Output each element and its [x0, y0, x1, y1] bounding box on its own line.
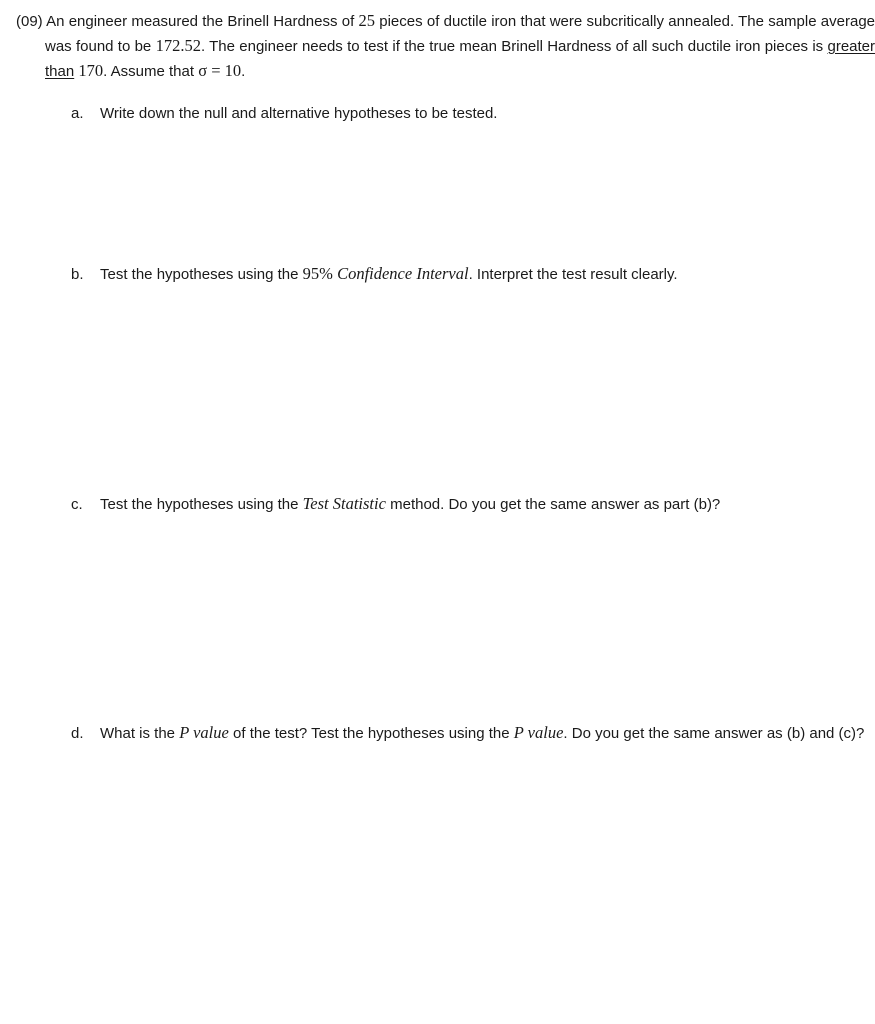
- part-d-label: d.: [71, 725, 84, 742]
- problem-statement: (09) An engineer measured the Brinell Hardness of 25 pieces of ductile iron that were subcritically annealed. The sample average was found to be 172.52. The engineer needs to test if the true mean Brinell Hardness of all such ductile iron pieces is greater than 170. Assume that σ = 10.: [16, 11, 875, 80]
- part-b-label: b.: [71, 266, 84, 283]
- sample-mean: 172.52: [155, 36, 201, 55]
- part-a-text: Write down the null and alternative hypotheses to be tested.: [100, 105, 498, 122]
- hypothesized-mean: 170: [78, 61, 104, 80]
- part-b: b. Test the hypotheses using the 95% Confidence Interval. Interpret the test result clearly.: [71, 262, 875, 287]
- p-value-term: P value: [179, 723, 229, 742]
- confidence-interval-term: Confidence Interval: [337, 264, 469, 283]
- p-value-term: P value: [513, 723, 564, 742]
- part-c: c. Test the hypotheses using the Test Statistic method. Do you get the same answer as part (b)?: [71, 492, 875, 517]
- sample-size: 25: [358, 11, 375, 30]
- part-a: [71, 102, 875, 126]
- test-statistic-term: Test Statistic: [302, 494, 386, 513]
- confidence-level: 95%: [302, 264, 333, 283]
- sigma-value: σ = 10: [198, 61, 242, 80]
- part-d: d. What is the P value of the test? Test the hypotheses using the P value. Do you get the same answer as (b) and (c)?: [71, 721, 875, 746]
- problem-number: (09): [16, 13, 43, 30]
- underlined-phrase: greater than: [45, 38, 875, 80]
- part-c-label: c.: [71, 496, 83, 513]
- part-a-label: a.: [71, 105, 84, 122]
